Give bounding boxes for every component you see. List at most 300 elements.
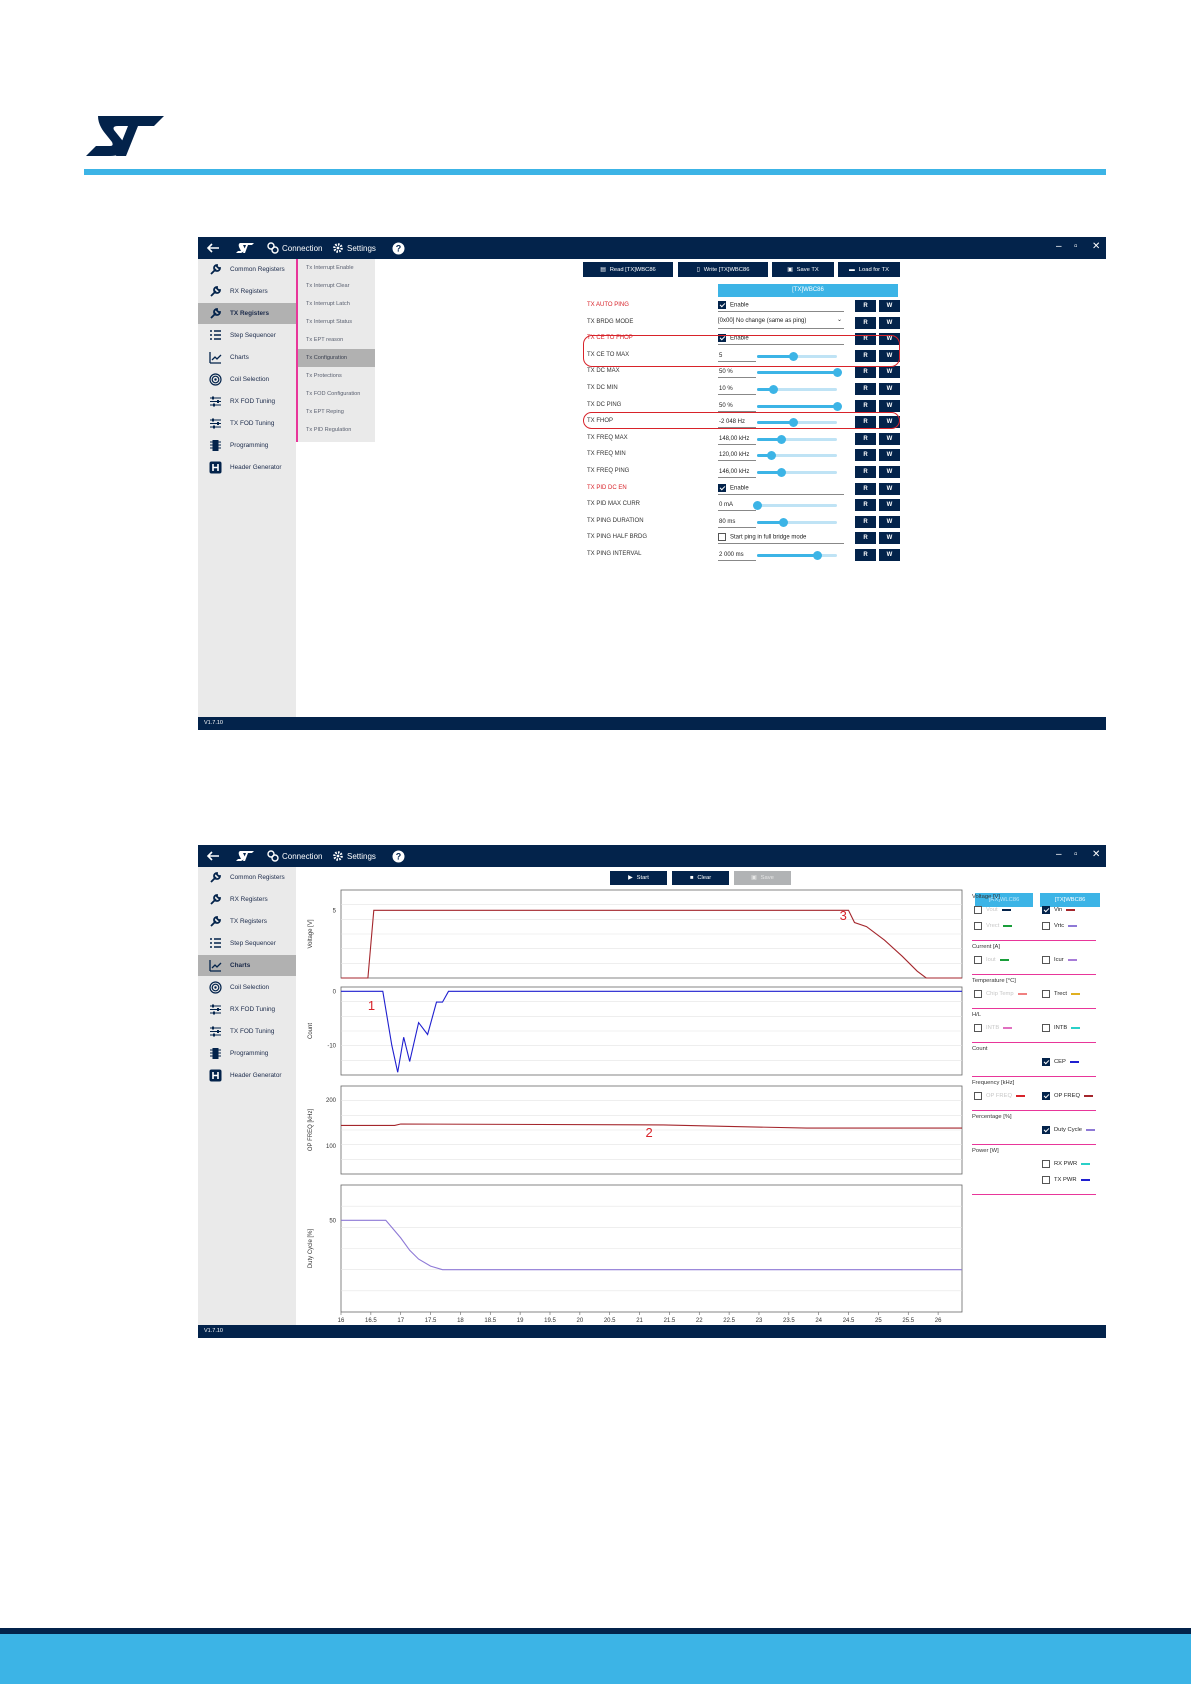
slider-knob[interactable] [777,435,786,444]
restore-icon[interactable]: ▫ [1074,849,1078,860]
slider-knob[interactable] [779,518,788,527]
sidebar-item-coil-selection[interactable] [198,369,296,390]
save-tx-button[interactable] [772,262,834,277]
write-register-button[interactable]: W [879,516,900,528]
minimize-icon[interactable]: – [1056,241,1062,252]
x-tick-label: 16.5 [365,1318,377,1324]
x-tick-label: 21 [636,1318,643,1324]
write-register-button[interactable]: W [879,366,900,378]
legend-item[interactable] [1042,906,1075,914]
header-divider [84,169,1106,175]
legend-item[interactable] [974,956,1009,964]
callout-number: 2 [645,1124,653,1140]
value-field[interactable]: 148,00 kHz [718,434,756,445]
value-slider[interactable] [757,438,837,441]
load-tx-button[interactable] [838,262,900,277]
series-color-swatch [1081,1163,1090,1166]
series-color-swatch [1071,993,1080,996]
list-icon [209,329,222,342]
read-register-button[interactable]: R [855,449,876,461]
register-label: TX FHOP [587,418,614,425]
sidebar-item-label: Common Registers [230,266,285,273]
register-label: TX PING HALF BRDG [587,534,648,541]
back-arrow-icon[interactable] [206,237,220,259]
x-tick-label: 22 [695,1318,703,1324]
x-tick-label: 17 [397,1318,405,1324]
register-label: TX AUTO PING [587,302,629,308]
value-slider[interactable] [757,504,837,507]
callout-number: 1 [367,998,376,1014]
wrench-icon [209,307,222,320]
sidebar-item-charts[interactable] [198,955,296,976]
read-register-button[interactable]: R [855,317,876,329]
legend-checkbox[interactable] [1042,1160,1050,1168]
load-button-label: Load for TX [858,266,889,273]
read-register-button[interactable]: R [855,532,876,544]
y-tick-label: 100 [325,1144,336,1151]
submenu-item[interactable]: Tx Interrupt Status [306,319,353,325]
read-register-button[interactable]: R [855,483,876,495]
slider-fill [757,405,837,408]
chart-icon [209,351,222,364]
legend-item[interactable] [974,906,1011,914]
legend-item[interactable] [1042,1092,1093,1100]
h-icon [209,1069,222,1082]
write-register-button[interactable]: W [879,300,900,312]
submenu-item[interactable]: Tx Interrupt Latch [306,301,350,307]
sidebar-item-label: TX Registers [230,310,270,317]
value-slider[interactable] [757,371,837,374]
write-register-button[interactable]: W [879,433,900,445]
x-tick-label: 18.5 [484,1318,497,1324]
sidebar-item-programming[interactable] [198,1043,296,1064]
app-window-charts [198,845,1106,1338]
sidebar-item-label: Programming [230,1050,269,1057]
legend-label: OP FREQ [986,1093,1012,1099]
sidebar-item-rx-registers[interactable] [198,281,296,302]
value-field[interactable]: 0 mA [718,500,756,511]
legend-item[interactable] [1042,1126,1095,1134]
svg-text:?: ? [395,243,402,253]
legend-item[interactable] [1042,956,1077,964]
legend-checkbox[interactable] [974,906,982,914]
legend-label: Chip Temp [986,991,1014,997]
legend-section-title: Power [W] [972,1148,999,1154]
checkbox-label: Start ping in full bridge mode [730,534,807,541]
register-label: TX PID MAX CURR [587,501,641,508]
settings-label: Settings [347,243,376,253]
value-slider[interactable] [757,521,837,524]
tx-device-tab[interactable]: [TX]WBC86 [1040,893,1100,907]
register-label: TX FREQ PING [587,468,630,474]
legend-divider [972,1008,1096,1009]
wrench-icon [209,263,222,276]
legend-checkbox[interactable] [1042,1092,1050,1100]
sliders-icon [209,1025,222,1038]
x-tick-label: 20.5 [603,1318,616,1324]
device-column-header: [TX]WBC86 [718,284,898,297]
write-register-button[interactable]: W [879,499,900,511]
legend-label: Vrtc [1054,923,1065,929]
series-color-swatch [1068,925,1077,928]
x-tick-label: 26 [934,1318,942,1324]
svg-text:?: ? [395,851,402,861]
legend-item[interactable] [1042,990,1080,998]
submenu-item[interactable]: Tx Configuration [298,349,375,367]
sidebar-item-tx-registers[interactable] [198,303,296,324]
link-icon [267,850,279,862]
legend-checkbox[interactable] [1042,990,1050,998]
read-register-button[interactable]: R [855,366,876,378]
sidebar-item-rx-registers[interactable] [198,889,296,910]
sidebar-item-programming[interactable] [198,435,296,456]
register-label: TX DC MAX [587,368,620,375]
legend-checkbox[interactable] [974,1024,982,1032]
write-register-button[interactable]: W [879,449,900,461]
sidebar-item-step-sequencer[interactable] [198,933,296,954]
submenu-item[interactable]: Tx FOD Configuration [306,391,361,397]
register-label: TX FREQ MAX [587,434,628,441]
legend-item[interactable] [974,1024,1012,1032]
read-register-button[interactable]: R [855,499,876,511]
x-tick-label: 23.5 [782,1318,795,1324]
legend-label: RX PWR [1054,1161,1078,1167]
read-device-button[interactable] [583,262,673,277]
slider-knob[interactable] [767,451,776,460]
read-register-button[interactable]: R [855,416,876,428]
sidebar-item-label: RX FOD Tuning [230,398,276,405]
floppy-icon: ▣ [787,266,793,273]
x-tick-label: 17.5 [424,1318,437,1324]
save-chart-button[interactable] [734,871,791,885]
value-field[interactable]: 10 % [718,384,756,395]
legend-item[interactable] [1042,1058,1079,1066]
slider-knob[interactable] [753,501,762,510]
write-register-button[interactable]: W [879,317,900,329]
sidebar-item-rx-fod-tuning[interactable] [198,391,296,412]
sidebar-item-label: RX Registers [230,288,268,295]
read-register-button[interactable]: R [855,466,876,478]
legend-divider [972,940,1096,941]
legend-checkbox[interactable] [1042,1176,1050,1184]
read-register-button[interactable]: R [855,383,876,395]
sidebar-item-charts[interactable] [198,347,296,368]
x-tick-label: 24 [815,1318,823,1324]
sidebar-item-header-generator[interactable] [198,457,296,478]
sidebar [198,867,296,1325]
y-tick-label: 50 [329,1218,336,1225]
value-field[interactable]: 50 % [718,401,756,412]
sidebar-item-label: TX FOD Tuning [230,420,275,427]
read-register-button[interactable]: R [855,350,876,362]
close-icon[interactable]: ✕ [1092,849,1101,860]
wrench-icon [209,285,222,298]
chart-panel-1 [308,987,962,1075]
read-register-button[interactable]: R [855,433,876,445]
app-window-tx-registers [198,237,1106,730]
legend-section-title: Current [A] [972,944,1001,950]
title-bar [198,237,1106,259]
list-icon [209,937,222,950]
slider-fill [757,554,817,557]
value-slider[interactable] [757,454,837,457]
back-arrow-icon[interactable] [206,845,220,867]
slider-knob[interactable] [833,368,842,377]
checkbox-label: Enable [730,485,749,492]
st-logo [84,114,166,163]
legend-item[interactable] [1042,1160,1090,1168]
floppy-icon: ▣ [751,875,757,881]
x-tick-label: 19.5 [544,1318,556,1324]
slider-knob[interactable] [813,551,822,560]
sidebar-item-coil-selection[interactable] [198,977,296,998]
x-tick-label: 24.5 [842,1318,855,1324]
series-color-swatch [1084,1095,1093,1098]
value-field[interactable]: -2 048 Hz [718,417,756,428]
register-label: TX CE TO MAX [587,351,630,358]
submenu-item[interactable]: Tx Interrupt Clear [306,283,350,289]
read-register-button[interactable]: R [855,516,876,528]
title-bar [198,845,1106,867]
y-axis-label: Duty Cycle [%] [308,1228,314,1269]
sidebar-item-label: Charts [230,354,249,361]
write-register-button[interactable]: W [879,333,900,345]
y-tick-label: -10 [327,1043,336,1050]
sidebar-item-label: Coil Selection [230,376,270,383]
legend-section-title: Frequency [kHz] [972,1080,1015,1086]
save-button-label: Save TX [796,266,819,273]
legend-checkbox[interactable] [974,990,982,998]
bridge-mode-select[interactable] [718,318,844,329]
coil-icon [209,981,222,994]
legend-checkbox[interactable] [1042,956,1050,964]
charts-area [298,890,970,1325]
legend-checkbox[interactable] [1042,922,1050,930]
write-register-button[interactable]: W [879,483,900,495]
clear-button[interactable] [672,871,729,885]
sidebar-item-label: TX FOD Tuning [230,1028,275,1035]
write-register-button[interactable]: W [879,532,900,544]
sidebar-item-label: Charts [230,962,251,969]
write-register-button[interactable]: W [879,549,900,561]
value-field[interactable]: 120,00 kHz [718,450,756,461]
value-field[interactable]: 2 000 ms [718,550,756,561]
x-tick-label: 16 [337,1318,345,1324]
callout-number: 3 [839,907,847,923]
series-color-swatch [1000,959,1009,962]
enable-checkbox[interactable] [718,484,844,495]
read-button-label: Read [TX]WBC86 [609,266,656,273]
sidebar-item-label: Header Generator [230,1072,282,1079]
chip-icon [209,1047,222,1060]
register-label: TX PID DC EN [587,484,627,491]
read-register-button[interactable]: R [855,333,876,345]
series-color-swatch [1070,1061,1079,1064]
sliders-icon [209,1003,222,1016]
write-register-button[interactable]: W [879,416,900,428]
submenu-item[interactable]: Tx EPT reason [306,337,344,343]
legend-checkbox[interactable] [1042,906,1050,914]
chart-panel-3 [308,1185,962,1312]
legend-checkbox[interactable] [1042,1058,1050,1066]
sidebar-item-step-sequencer[interactable] [198,325,296,346]
value-slider[interactable] [757,405,837,408]
series-color-swatch [1003,1027,1012,1030]
y-axis-label: Count [308,1022,314,1040]
submenu-item[interactable]: Tx Interrupt Enable [306,265,354,271]
sidebar-item-tx-fod-tuning[interactable] [198,1021,296,1042]
enable-checkbox[interactable] [718,533,844,544]
write-register-button[interactable]: W [879,350,900,362]
x-tick-label: 20 [576,1318,584,1324]
checkbox-box[interactable] [718,301,726,309]
submenu-item[interactable]: Tx Protections [306,373,342,379]
save-label: Save [760,875,774,881]
legend-checkbox[interactable] [974,1092,982,1100]
value-field[interactable]: 80 ms [718,517,756,528]
write-register-button[interactable]: W [879,466,900,478]
x-tick-label: 25 [875,1318,882,1324]
rx-device-tab[interactable]: [RX]WLC86 [975,893,1033,907]
x-tick-label: 21.5 [663,1318,676,1324]
legend-item[interactable] [974,990,1027,998]
legend-divider [972,1042,1096,1043]
slider-knob[interactable] [777,468,786,477]
sidebar-item-label: Common Registers [230,874,285,881]
sidebar-item-common-registers[interactable] [198,867,296,888]
legend-item[interactable] [974,1092,1025,1100]
legend-divider [972,1194,1096,1195]
sidebar [198,259,296,717]
value-field[interactable]: 5 [718,351,756,362]
legend-label: INTB [986,1025,1000,1031]
sidebar-item-tx-registers[interactable] [198,911,296,932]
read-register-button[interactable]: R [855,300,876,312]
connection-menu[interactable] [267,845,322,867]
series-color-swatch [1071,1027,1080,1030]
value-field[interactable]: 146,00 kHz [718,467,756,478]
sliders-icon [209,417,222,430]
settings-menu[interactable] [332,845,376,867]
st-small-logo-icon [236,237,254,259]
legend-label: TX PWR [1054,1177,1077,1183]
checkbox-label: Enable [730,302,749,309]
sidebar-item-tx-fod-tuning[interactable] [198,413,296,434]
legend-label: Iout [986,957,996,963]
checkbox-box[interactable] [718,484,726,492]
legend-section-title: Voltage [V] [972,894,1001,900]
register-label: TX DC MIN [587,385,618,391]
slider-knob[interactable] [833,402,842,411]
chart-icon [209,959,222,972]
x-tick-label: 19 [516,1318,524,1324]
value-slider[interactable] [757,388,837,391]
sidebar-item-rx-fod-tuning[interactable] [198,999,296,1020]
value-field[interactable]: 50 % [718,367,756,378]
legend-divider [972,1110,1096,1111]
legend-label: Duty Cycle [1054,1127,1083,1133]
sidebar-item-label: RX FOD Tuning [230,1006,276,1013]
submenu-item[interactable]: Tx EPT Reping [306,409,344,415]
write-register-button[interactable]: W [879,383,900,395]
settings-label: Settings [347,851,376,861]
sidebar-item-common-registers[interactable] [198,259,296,280]
tx-registers-submenu [296,259,375,442]
settings-menu[interactable] [332,237,376,259]
legend-label: Icur [1054,957,1064,963]
submenu-item[interactable]: Tx PID Regulation [306,427,352,433]
legend-checkbox[interactable] [974,922,982,930]
legend-label: Vin [1054,907,1063,913]
coil-icon [209,373,222,386]
read-register-button[interactable]: R [855,400,876,412]
play-icon: ▶ [628,875,633,881]
chart-panel-0 [308,890,962,978]
slider-knob[interactable] [769,385,778,394]
enable-checkbox[interactable] [718,301,844,312]
y-tick-label: 200 [325,1097,336,1104]
register-label: TX FREQ MIN [587,451,626,458]
start-button[interactable] [610,871,667,885]
series-color-swatch [1086,1129,1095,1132]
connection-label: Connection [282,851,323,861]
write-device-button[interactable] [678,262,768,277]
legend-checkbox[interactable] [1042,1126,1050,1134]
series-color-swatch [1081,1179,1090,1182]
series-color-swatch [1002,909,1011,912]
legend-divider [972,974,1096,975]
series-color-swatch [1068,959,1077,962]
chart-panel-2 [308,1086,962,1174]
series-color-swatch [1018,993,1027,996]
read-register-button[interactable]: R [855,549,876,561]
series-color-swatch [1003,925,1012,928]
sidebar-item-label: TX Registers [230,918,267,925]
x-tick-label: 22.5 [723,1318,735,1324]
legend-item[interactable] [974,922,1012,930]
register-label: TX BRDG MODE [587,318,634,325]
legend-item[interactable] [1042,922,1077,930]
legend-checkbox[interactable] [1042,1024,1050,1032]
document-icon: ▯ [696,266,700,273]
write-register-button[interactable]: W [879,400,900,412]
connection-menu[interactable] [267,237,322,259]
legend-divider [972,1076,1096,1077]
checkbox-box[interactable] [718,533,726,541]
register-label: TX CE TO FHOP [587,335,633,342]
value-slider[interactable] [757,554,837,557]
close-icon[interactable]: ✕ [1092,241,1101,252]
sidebar-item-label: Coil Selection [230,984,270,991]
help-icon[interactable] [392,845,405,867]
legend-label: Vrect [986,923,1000,929]
wrench-icon [209,893,222,906]
wrench-icon [209,915,222,928]
restore-icon[interactable]: ▫ [1074,241,1078,252]
legend-checkbox[interactable] [974,956,982,964]
legend-item[interactable] [1042,1176,1090,1184]
gear-icon [332,850,344,862]
sliders-icon [209,395,222,408]
sidebar-item-header-generator[interactable] [198,1065,296,1086]
minimize-icon[interactable]: – [1056,849,1062,860]
help-icon[interactable] [392,237,405,259]
legend-item[interactable] [1042,1024,1080,1032]
eraser-icon: ■ [689,875,694,881]
legend-section-title: H/L [972,1012,982,1018]
x-tick-label: 23 [755,1318,763,1324]
value-slider[interactable] [757,471,837,474]
